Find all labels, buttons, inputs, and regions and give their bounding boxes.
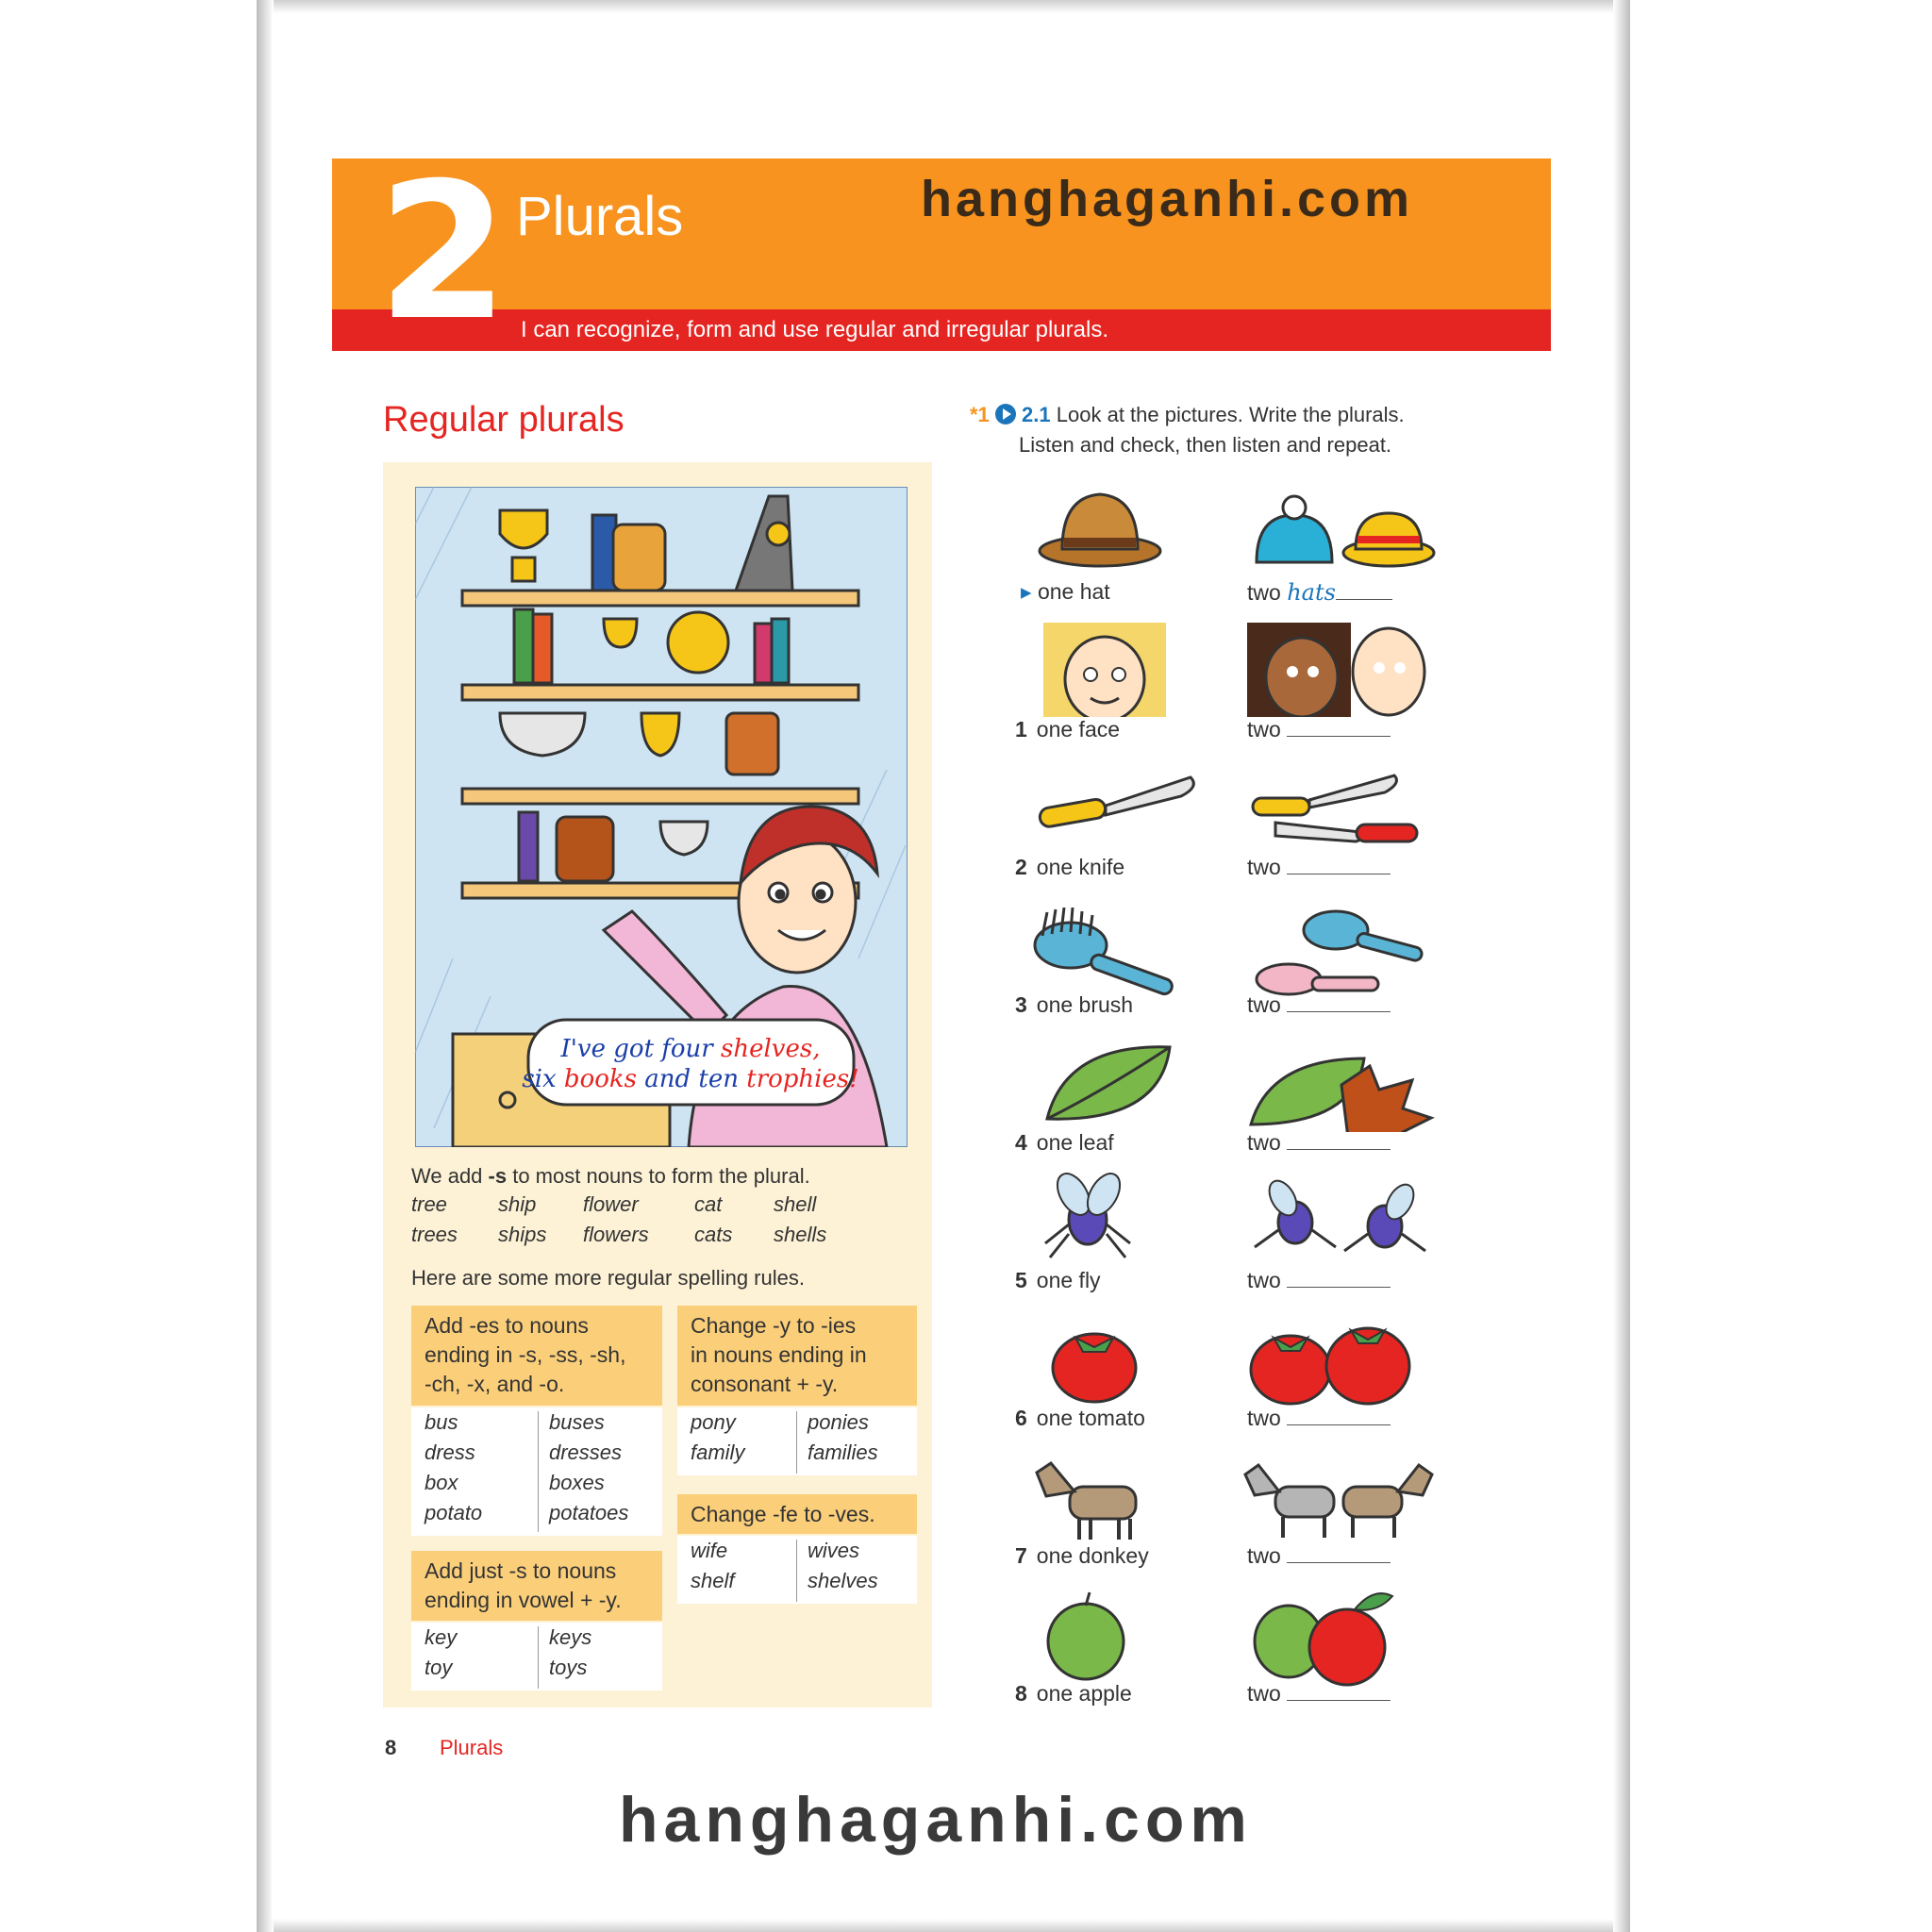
watermark-bottom: hanghaganhi.com [619,1784,1253,1856]
example-word-grid [411,1192,883,1253]
item-number: 1 [1015,717,1027,741]
page-shadow-right [1613,0,1630,1932]
two-apples-picture [1251,1587,1411,1690]
item-singular: one donkey [1036,1543,1149,1568]
rule-s-line1: Add just -s to nouns [425,1558,617,1583]
answer-blank[interactable] [1287,1545,1391,1563]
unit-number: 2 [377,142,509,362]
rule-es-plural: buses [549,1410,605,1434]
rule-s-singular: key [425,1625,458,1649]
two-word: two [1247,1543,1281,1568]
rule-ies-plural: families [808,1441,878,1464]
plural-word: cats [694,1223,733,1246]
two-word: two [1247,992,1281,1017]
brush-picture [1028,908,1189,1002]
fly-picture [1036,1168,1140,1262]
rule-es-singular: box [425,1471,458,1494]
exercise-header [970,400,1536,460]
face-picture [1043,623,1166,717]
item-number: 8 [1015,1681,1027,1706]
singular-word: tree [411,1192,447,1216]
item-7-singular [1015,1543,1149,1569]
rule-s-divider [538,1626,539,1689]
rule-ves-header [677,1494,917,1534]
rule-ies-singular: family [691,1441,745,1464]
item-number: 6 [1015,1406,1027,1430]
rule-es-line3: -ch, -x, and -o. [425,1372,565,1396]
two-flies-picture [1243,1174,1441,1268]
hat-picture [1034,485,1166,570]
exercise-instruction-2: Listen and check, then listen and repeat. [1019,433,1392,457]
singular-word: cat [694,1192,723,1216]
item-singular: one knife [1036,855,1125,879]
rule-s-singular: toy [425,1656,453,1679]
rule-es-singular: potato [425,1501,483,1524]
rule-ies-divider [796,1411,797,1474]
item-3-answer-line[interactable] [1247,992,1391,1018]
two-tomatoes-picture [1247,1317,1417,1411]
example-singular [1021,579,1110,605]
two-word: two [1247,580,1281,605]
rule-intro-suffix: -s [488,1164,508,1188]
example-answer-line [1247,579,1392,606]
leaf-picture [1038,1041,1179,1126]
answer-blank[interactable] [1287,1407,1391,1425]
item-7-answer-line[interactable] [1247,1543,1391,1569]
rule-es-plural: dresses [549,1441,623,1464]
item-singular: one apple [1036,1681,1132,1706]
bubble-line2-d: trophies! [746,1065,859,1093]
watermark-top: hanghaganhi.com [921,171,1414,227]
rule-ves-divider [796,1540,797,1602]
two-word: two [1247,1268,1281,1292]
page-number: 8 [385,1736,397,1759]
tomato-picture [1047,1319,1141,1404]
two-donkeys-picture [1241,1449,1440,1543]
example-singular-text: one hat [1037,579,1110,604]
two-word: two [1247,1681,1281,1706]
bubble-line2-b: books [563,1065,637,1093]
two-word: two [1247,717,1281,741]
bubble-line2-c: and ten [636,1065,747,1093]
shelves-illustration [415,487,908,1147]
rule-s-line2: ending in vowel + -y. [425,1588,622,1612]
item-1-answer-line[interactable] [1247,717,1391,742]
rule-ies-plural: ponies [808,1410,869,1434]
rule-intro-c: to most nouns to form the plural. [507,1164,810,1188]
rule-es-header [411,1306,662,1406]
rule-es-plural: boxes [549,1471,605,1494]
audio-track-number: 2.1 [1022,403,1051,426]
unit-title: Plurals [516,186,684,247]
rule-intro-a: We add [411,1164,489,1188]
item-2-answer-line[interactable] [1247,855,1391,880]
rule-s-plural: keys [549,1625,592,1649]
page-shadow-top [257,0,1630,13]
item-singular: one face [1036,717,1121,741]
item-6-singular [1015,1406,1145,1431]
rule-es-divider [538,1411,539,1532]
two-leaves-picture [1247,1047,1436,1132]
singular-word: shell [774,1192,817,1216]
item-singular: one leaf [1036,1130,1114,1155]
singular-word: ship [498,1192,537,1216]
rule-es-singular: bus [425,1410,458,1434]
item-5-singular [1015,1268,1101,1293]
rule-ves-plural: shelves [808,1569,878,1592]
section-title: Regular plurals [383,400,625,440]
answer-blank[interactable] [1287,857,1391,874]
rule-es-line1: Add -es to nouns [425,1313,589,1338]
knife-picture [1034,764,1204,840]
answer-blank[interactable] [1287,994,1391,1012]
item-number: 2 [1015,855,1027,879]
plural-word: shells [774,1223,827,1246]
rule-ies-line1: Change -y to -ies [691,1313,857,1338]
plural-word: trees [411,1223,458,1246]
item-singular: one tomato [1036,1406,1145,1430]
rule-es-table [411,1407,662,1536]
answer-blank[interactable] [1287,719,1391,737]
item-singular: one brush [1036,992,1134,1017]
answer-blank[interactable] [1287,1683,1391,1701]
rule-es-singular: dress [425,1441,475,1464]
two-word: two [1247,1406,1281,1430]
rule-es-line2: ending in -s, -ss, -sh, [425,1342,626,1367]
exercise-instruction-1: Look at the pictures. Write the plurals. [1056,403,1405,426]
bubble-line1-b: shelves, [721,1035,821,1063]
singular-word: flower [583,1192,639,1216]
item-1-singular [1015,717,1120,742]
answer-blank[interactable] [1287,1132,1391,1150]
bubble-line1-a: I've got four [560,1035,721,1063]
rule-ves-singular: shelf [691,1569,735,1592]
item-8-answer-line[interactable] [1247,1681,1391,1707]
two-brushes-picture [1251,902,1430,1006]
rule-ies-singular: pony [691,1410,736,1434]
rule-s-table [411,1623,662,1690]
plural-word: ships [498,1223,547,1246]
rule-ves-plural: wives [808,1539,860,1562]
answer-blank[interactable] [1287,1270,1391,1288]
item-4-singular [1015,1130,1114,1156]
more-rules-text: Here are some more regular spelling rules. [411,1266,805,1290]
two-word: two [1247,1130,1281,1155]
rule-ves-singular: wife [691,1539,728,1562]
item-8-singular [1015,1681,1132,1707]
rule-intro [411,1164,810,1189]
apple-picture [1043,1589,1128,1683]
plural-word: flowers [583,1223,649,1246]
item-number: 7 [1015,1543,1027,1568]
bubble-line2-a: six [522,1065,564,1093]
rule-es-plural: potatoes [549,1501,629,1524]
page-shadow-bottom [257,1919,1630,1932]
rule-ves-line1: Change -fe to -ves. [691,1502,875,1526]
answer-line [1336,599,1392,600]
example-answer: hats [1287,579,1336,606]
svg-text:I've got four shelves, [560,1035,821,1063]
item-6-answer-line[interactable] [1247,1406,1391,1431]
rule-ies-table [677,1407,917,1475]
unit-objective: I can recognize, form and use regular and irregular plurals. [521,317,1108,342]
audio-play-icon[interactable] [995,404,1016,425]
item-singular: one fly [1036,1268,1101,1292]
rule-ies-line3: consonant + -y. [691,1372,839,1396]
example-marker: ▸ [1021,579,1032,604]
item-5-answer-line[interactable] [1247,1268,1391,1293]
rule-ves-table [677,1536,917,1604]
svg-text:six books and ten trophies! [522,1065,858,1093]
item-number: 5 [1015,1268,1027,1292]
two-word: two [1247,855,1281,879]
rule-s-plural: toys [549,1656,588,1679]
rule-ies-line2: in nouns ending in [691,1342,867,1367]
two-hats-picture [1247,487,1436,572]
item-2-singular [1015,855,1124,880]
item-number: 3 [1015,992,1027,1017]
two-knives-picture [1247,764,1436,849]
rule-s-header [411,1551,662,1621]
footer-title: Plurals [440,1736,504,1759]
two-faces-picture [1247,623,1436,717]
item-3-singular [1015,992,1133,1018]
item-4-answer-line[interactable] [1247,1130,1391,1156]
exercise-number: *1 [970,403,990,426]
rule-ies-header [677,1306,917,1406]
donkey-picture [1032,1449,1155,1543]
item-number: 4 [1015,1130,1027,1155]
